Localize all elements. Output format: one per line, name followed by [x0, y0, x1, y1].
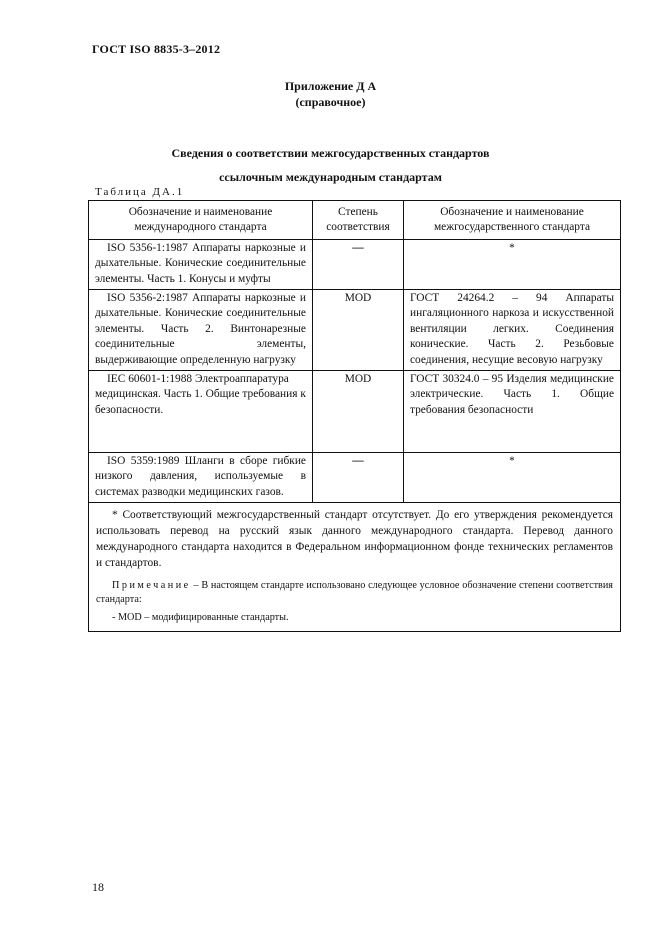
table-header-row [89, 201, 621, 240]
section-heading-line-1: Сведения о соответствии межгосударственных стандартов [171, 146, 490, 160]
cell-international-standard: IEC 60601-1:1988 Электроаппаратура медицинская. Часть 1. Общие требования к безопасности. [89, 371, 313, 453]
column-header-degree: Степень соответствия [313, 201, 404, 240]
annex-subtitle: (справочное) [295, 95, 366, 109]
document-id: ГОСТ ISO 8835-3–2012 [92, 42, 221, 56]
degree-value: — [352, 455, 364, 468]
table-note [96, 579, 613, 607]
cell-international-standard: ISO 5356-2:1987 Аппараты наркозные и дыхательные. Конические соединительные элементы. Часть 2. Винтонарезные соединительные элементы, выдерживающие определенную нагрузку [89, 290, 313, 371]
degree-value: — [352, 241, 364, 254]
table-footnote: * Соответствующий межгосударственный стандарт отсутствует. До его утверждения рекомендуется использовать перевод на русский язык данного международного стандарта. Перевод данного международного стандарта находится в Федеральном информационном фонде технических регламентов и стандартов. [96, 509, 613, 570]
table-label: Таблица ДА.1 [95, 186, 185, 198]
table-row [89, 239, 621, 289]
correspondence-table [88, 200, 621, 632]
cell-degree: MOD [313, 290, 404, 371]
table-footnote-row [89, 503, 621, 632]
table-row [89, 453, 621, 503]
column-header-international: Обозначение и наименование международного стандарта [89, 201, 313, 240]
cell-degree [313, 239, 404, 289]
section-heading [0, 141, 661, 189]
cell-interstate-standard: * [404, 239, 621, 289]
note-item: - MOD – модифицированные стандарты. [112, 612, 289, 624]
cell-interstate-standard: ГОСТ 30324.0 – 95 Изделия медицинские электрические. Часть 1. Общие требования безопасности [404, 371, 621, 453]
column-header-interstate: Обозначение и наименование межгосударственного стандарта [404, 201, 621, 240]
annex-title-block [0, 78, 661, 110]
table-row [89, 371, 621, 453]
table-row [89, 290, 621, 371]
note-label: Примечание [112, 580, 191, 592]
cell-international-standard: ISO 5359:1989 Шланги в сборе гибкие низкого давления, используемые в системах разводки медицинских газов. [89, 453, 313, 503]
cell-interstate-standard: ГОСТ 24264.2 – 94 Аппараты ингаляционного наркоза и искусственной вентиляции легких. Соединения конические. Часть 2. Резьбовые соединения, несущие весовую нагрузку [404, 290, 621, 371]
cell-international-standard: ISO 5356-1:1987 Аппараты наркозные и дыхательные. Конические соединительные элементы. Часть 1. Конусы и муфты [89, 239, 313, 289]
table-footnote-cell [89, 503, 621, 632]
cell-interstate-standard: * [404, 453, 621, 503]
cell-degree [313, 453, 404, 503]
annex-title: Приложение Д А [284, 79, 377, 93]
section-heading-line-2: ссылочным международным стандартам [219, 170, 442, 184]
note-text: – В настоящем стандарте использовано следующее условное обозначение степени соответствия стандарта: [96, 580, 613, 606]
cell-degree: MOD [313, 371, 404, 453]
page-number: 18 [92, 880, 104, 894]
